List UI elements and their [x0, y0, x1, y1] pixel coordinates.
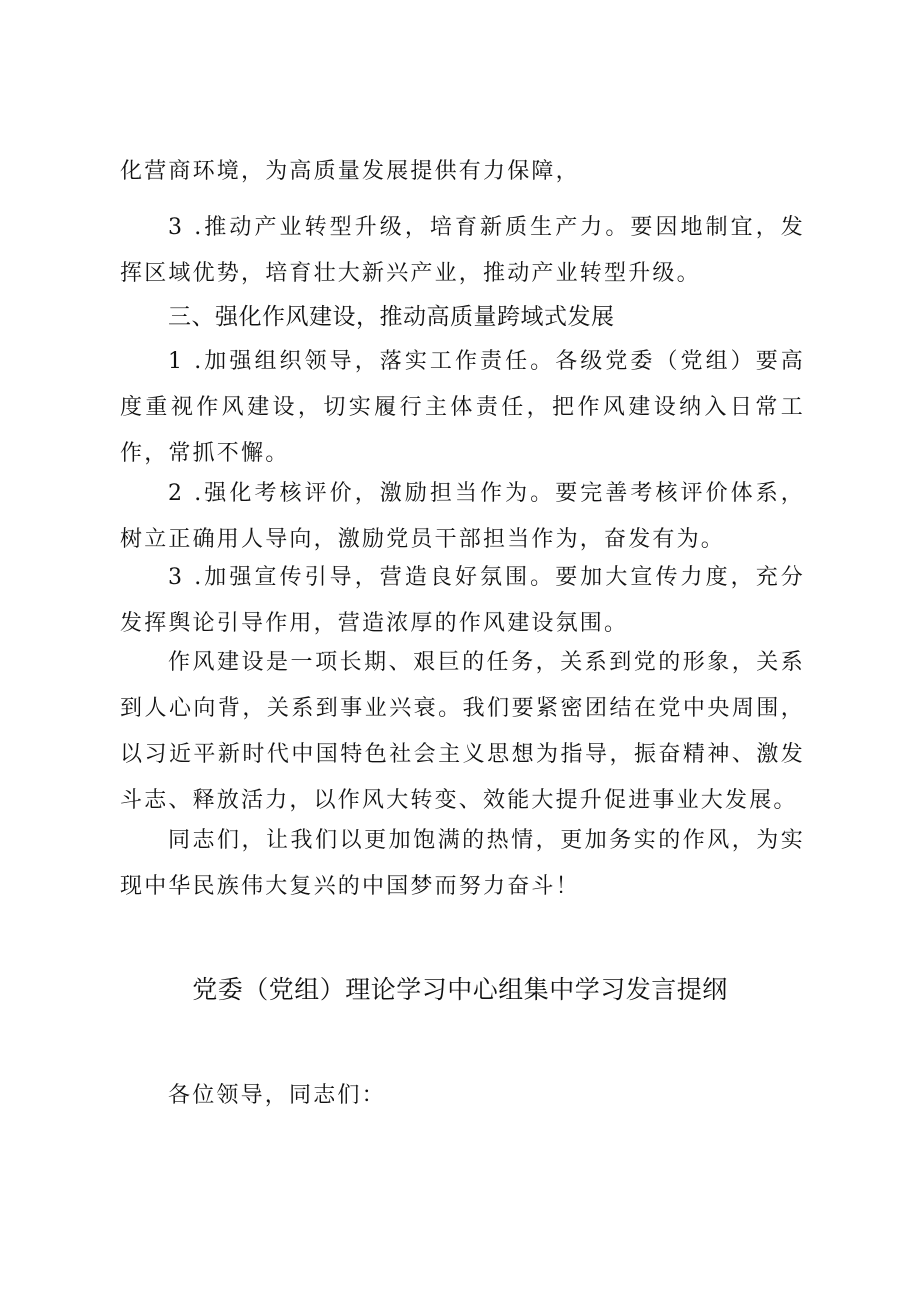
paragraph-item-1-leadership: 1 .加强组织领导，落实工作责任。各级党委（党组）要高度重视作风建设，切实履行主体责任，把作风建设纳入日常工作，常抓不懈。 — [120, 349, 805, 466]
salutation: 各位领导，同志们： — [168, 1083, 386, 1108]
document-title: 党委（党组）理论学习中心组集中学习发言提纲 — [192, 975, 728, 1004]
paragraph-summary: 作风建设是一项长期、艰巨的任务，关系到党的形象，关系到人心向背，关系到事业兴衰。我们要紧密团结在党中央周围，以习近平新时代中国特色社会主义思想为指导，振奋精神、激发斗志、释放活力，以作风大转变、效能大提升促进事业大发展。 — [120, 650, 805, 813]
section-heading-3: 三、强化作风建设，推动高质量跨域式发展 — [168, 304, 615, 330]
paragraph-item-3-publicity: 3 .加强宣传引导，营造良好氛围。要加大宣传力度，充分发挥舆论引导作用，营造浓厚的作风建设氛围。 — [120, 565, 805, 636]
paragraph-item-2-evaluation: 2 .强化考核评价，激励担当作为。要完善考核评价体系，树立正确用人导向，激励党员干部担当作为，奋发有为。 — [120, 481, 805, 552]
paragraph-item-3-industry: 3 .推动产业转型升级，培育新质生产力。要因地制宜，发挥区域优势，培育壮大新兴产业，推动产业转型升级。 — [120, 215, 805, 286]
paragraph-continuation: 化营商环境，为高质量发展提供有力保障， — [120, 159, 580, 184]
paragraph-closing: 同志们，让我们以更加饱满的热情，更加务实的作风，为实现中华民族伟大复兴的中国梦而努力奋斗！ — [120, 828, 805, 899]
